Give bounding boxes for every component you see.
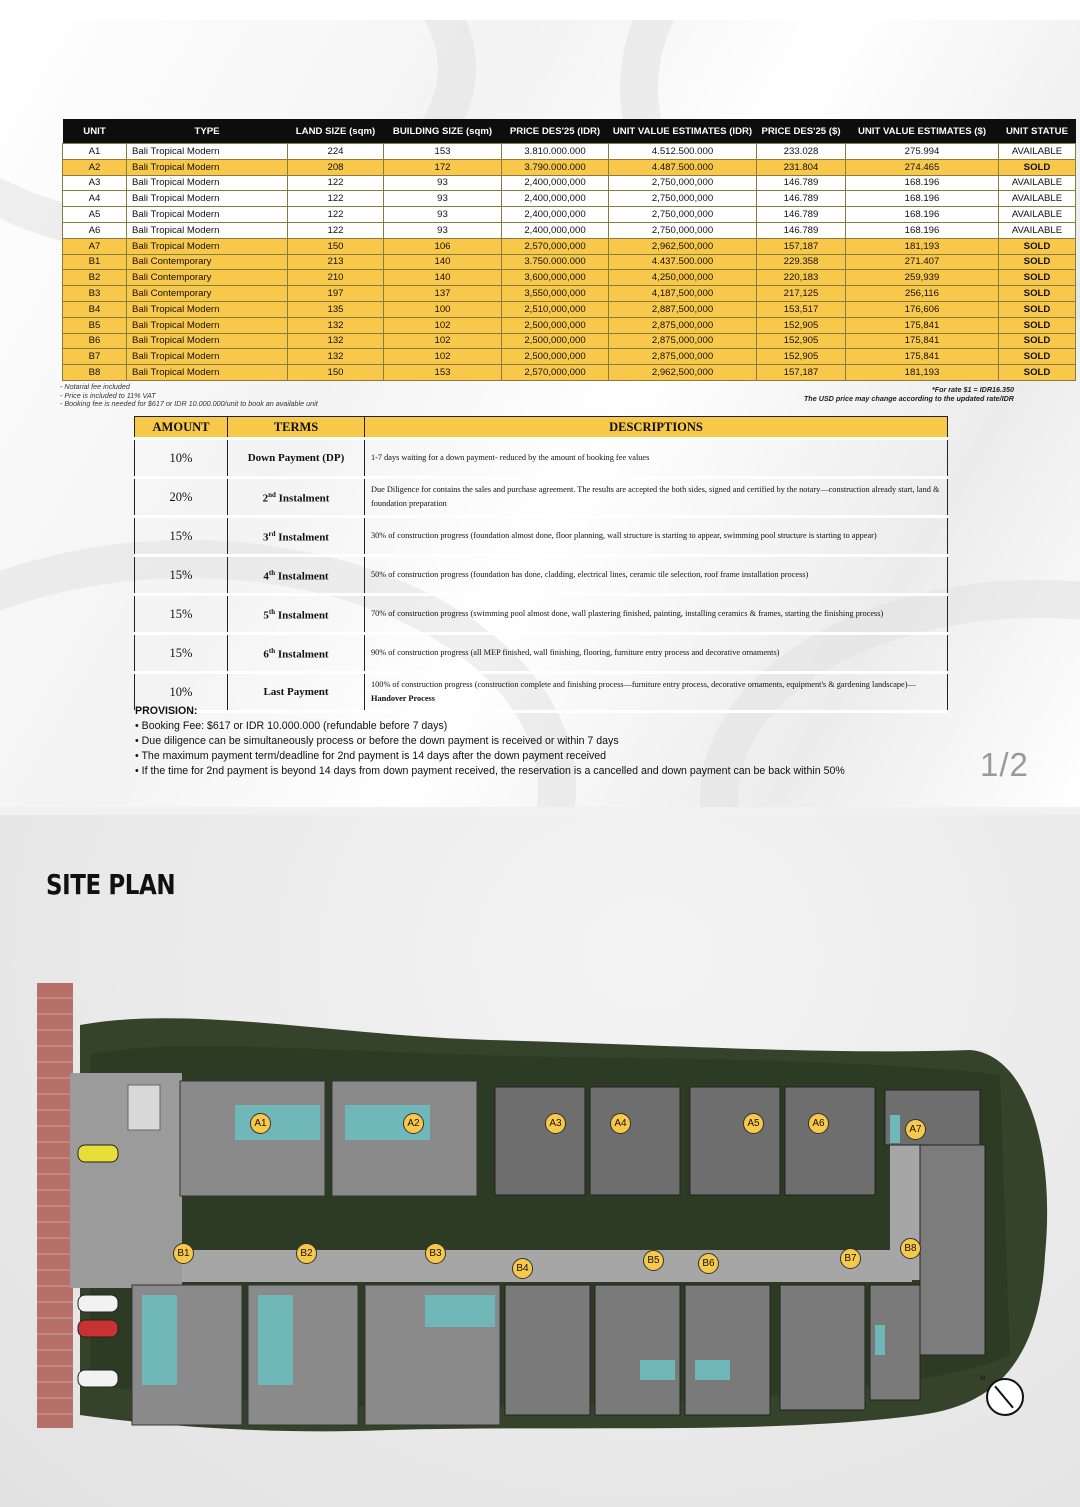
- cell-land: 132: [288, 333, 384, 349]
- site-plan-page: [0, 815, 1080, 1507]
- terms-body: [135, 439, 948, 712]
- term-label-rest: Instalment: [275, 492, 330, 505]
- cell-unit: A6: [63, 222, 127, 238]
- rate-line: *For rate $1 = IDR16.350: [931, 385, 1014, 394]
- terms-row: [135, 439, 948, 478]
- term-name: [228, 478, 365, 517]
- label-b8: B8: [900, 1238, 921, 1259]
- label-a2: A2: [403, 1113, 424, 1134]
- cell-unit: B7: [63, 349, 127, 365]
- term-description: [365, 478, 948, 517]
- label-a3: A3: [545, 1113, 566, 1134]
- access-road: [182, 1250, 912, 1282]
- cell-building: 102: [384, 333, 502, 349]
- cell-price-idr: 2,400,000,000: [502, 222, 609, 238]
- price-row-a6: [63, 222, 1076, 238]
- term-name: [228, 439, 365, 478]
- term-suffix: rd: [268, 530, 276, 539]
- north-arrow-icon: [986, 1378, 1024, 1416]
- price-row-b4: [63, 301, 1076, 317]
- cell-unit: A4: [63, 191, 127, 207]
- term-description: [365, 556, 948, 595]
- cell-building: 106: [384, 238, 502, 254]
- unit-a3: [495, 1087, 585, 1195]
- price-row-b6: [63, 333, 1076, 349]
- cell-price-idr: 3.810.000.000: [502, 144, 609, 160]
- cell-land: 132: [288, 317, 384, 333]
- col-value-usd: UNIT VALUE ESTIMATES ($): [846, 119, 999, 144]
- cell-unit: B8: [63, 365, 127, 381]
- provision-heading: PROVISION:: [135, 705, 198, 717]
- col-building: BUILDING SIZE (sqm): [384, 119, 502, 144]
- cell-price-idr: 2,400,000,000: [502, 191, 609, 207]
- term-amount: 15%: [135, 595, 228, 634]
- price-notes: [60, 383, 318, 409]
- term-amount: 10%: [135, 673, 228, 712]
- site-plan-title: SITE PLAN: [46, 868, 176, 901]
- cell-type: Bali Tropical Modern: [127, 301, 288, 317]
- cell-price-idr: 2,500,000,000: [502, 317, 609, 333]
- cell-type: Bali Tropical Modern: [127, 238, 288, 254]
- terms-header: [135, 417, 948, 439]
- cell-price-usd: 146.789: [757, 207, 846, 223]
- cell-value-idr: 2,875,000,000: [609, 349, 757, 365]
- pool-b2: [258, 1295, 293, 1385]
- cell-status: AVAILABLE: [999, 207, 1076, 223]
- cell-status: SOLD: [999, 301, 1076, 317]
- unit-b7: [780, 1285, 865, 1410]
- cell-unit: B5: [63, 317, 127, 333]
- cell-price-idr: 2,500,000,000: [502, 349, 609, 365]
- cell-price-idr: 3.750.000.000: [502, 254, 609, 270]
- col-unit: UNIT: [63, 119, 127, 144]
- term-description-text: 100% of construction progress (construction complete and finishing process—furniture entry process, decorative ornaments, equipment's & gardening landscape)—: [371, 680, 916, 689]
- note-line: - Booking fee is needed for $617 or IDR 10.000.000/unit to book an available unit: [60, 399, 318, 408]
- cell-status: AVAILABLE: [999, 191, 1076, 207]
- cell-value-idr: 2,962,500,000: [609, 238, 757, 254]
- car-yellow: [78, 1145, 118, 1162]
- label-b1: B1: [173, 1243, 194, 1264]
- site-plan-drawing: [70, 995, 1050, 1435]
- cell-value-usd: 181,193: [846, 238, 999, 254]
- cell-unit: A7: [63, 238, 127, 254]
- pool-a1: [235, 1105, 320, 1140]
- term-description: [365, 595, 948, 634]
- term-amount: 15%: [135, 556, 228, 595]
- pricelist-page: [0, 20, 1080, 807]
- label-b7: B7: [840, 1248, 861, 1269]
- cell-type: Bali Tropical Modern: [127, 191, 288, 207]
- term-label-rest: Instalment: [275, 648, 329, 661]
- cell-type: Bali Tropical Modern: [127, 222, 288, 238]
- term-description-text: 70% of construction progress (swimming pool almost done, wall plastering finished, painting, installing ceramics & frames, starting the finishing process): [371, 609, 884, 618]
- parking-area: [70, 1073, 182, 1288]
- cell-building: 93: [384, 207, 502, 223]
- term-name: [228, 517, 365, 556]
- cell-land: 210: [288, 270, 384, 286]
- cell-price-idr: 2,570,000,000: [502, 365, 609, 381]
- rate-note: [804, 386, 1014, 403]
- term-name: [228, 556, 365, 595]
- term-description-text: 50% of construction progress (foundation has done, cladding, electrical lines, ceramic tile selection, roof frame installation process): [371, 570, 809, 579]
- label-b2: B2: [296, 1243, 317, 1264]
- cell-status: SOLD: [999, 317, 1076, 333]
- unit-a4: [590, 1087, 680, 1195]
- term-label: 6: [263, 648, 269, 661]
- col-status: UNIT STATUE: [999, 119, 1076, 144]
- cell-land: 122: [288, 222, 384, 238]
- cell-land: 150: [288, 238, 384, 254]
- cell-value-idr: 2,750,000,000: [609, 175, 757, 191]
- price-row-b1: [63, 254, 1076, 270]
- entrance-hut: [128, 1085, 160, 1130]
- price-row-b8: [63, 365, 1076, 381]
- car-white: [78, 1370, 118, 1387]
- price-row-b7: [63, 349, 1076, 365]
- cell-value-usd: 168.196: [846, 222, 999, 238]
- cell-building: 102: [384, 317, 502, 333]
- page-gap: [0, 807, 1080, 815]
- col-price-idr: PRICE DES'25 (IDR): [502, 119, 609, 144]
- cell-price-idr: 2,400,000,000: [502, 175, 609, 191]
- provision-item: • Booking Fee: $617 or IDR 10.000.000 (refundable before 7 days): [135, 720, 448, 732]
- pool-a7: [890, 1115, 900, 1143]
- term-label: 4: [263, 570, 269, 583]
- cell-status: AVAILABLE: [999, 175, 1076, 191]
- cell-value-idr: 2,887,500,000: [609, 301, 757, 317]
- cell-building: 172: [384, 159, 502, 175]
- car-white: [78, 1295, 118, 1312]
- price-row-a1: [63, 144, 1076, 160]
- cell-land: 213: [288, 254, 384, 270]
- cell-status: SOLD: [999, 365, 1076, 381]
- col-type: TYPE: [127, 119, 288, 144]
- access-road-end: [890, 1145, 922, 1280]
- cell-unit: A1: [63, 144, 127, 160]
- cell-type: Bali Tropical Modern: [127, 365, 288, 381]
- label-a6: A6: [808, 1113, 829, 1134]
- cell-type: Bali Tropical Modern: [127, 207, 288, 223]
- cell-price-idr: 2,400,000,000: [502, 207, 609, 223]
- term-amount: 10%: [135, 439, 228, 478]
- cell-building: 100: [384, 301, 502, 317]
- pool-b8: [875, 1325, 885, 1355]
- cell-price-idr: 3.790.000.000: [502, 159, 609, 175]
- cell-unit: B4: [63, 301, 127, 317]
- cell-land: 150: [288, 365, 384, 381]
- cell-land: 122: [288, 207, 384, 223]
- price-row-a5: [63, 207, 1076, 223]
- term-label-rest: Instalment: [275, 570, 329, 583]
- price-row-a7: [63, 238, 1076, 254]
- label-a4: A4: [610, 1113, 631, 1134]
- term-name: [228, 634, 365, 673]
- unit-b6: [685, 1285, 770, 1415]
- price-row-b5: [63, 317, 1076, 333]
- cell-building: 153: [384, 365, 502, 381]
- term-label: Last Payment: [263, 686, 329, 698]
- cell-value-usd: 176,606: [846, 301, 999, 317]
- cell-price-usd: 146.789: [757, 175, 846, 191]
- col-value-idr: UNIT VALUE ESTIMATES (IDR): [609, 119, 757, 144]
- cell-unit: A2: [63, 159, 127, 175]
- label-b3: B3: [425, 1243, 446, 1264]
- pool-b5: [640, 1360, 675, 1380]
- cell-value-usd: 181,193: [846, 365, 999, 381]
- payment-terms-table: [134, 416, 948, 713]
- price-row-a2: [63, 159, 1076, 175]
- price-table-header: [63, 119, 1076, 144]
- cell-price-usd: 152,905: [757, 349, 846, 365]
- cell-price-idr: 3,550,000,000: [502, 286, 609, 302]
- cell-status: SOLD: [999, 254, 1076, 270]
- cell-land: 197: [288, 286, 384, 302]
- brick-road: [37, 983, 73, 1428]
- term-description-text: 30% of construction progress (foundation almost done, floor planning, wall structure is starting to appear, swimming pool structure is starting to appear): [371, 531, 877, 540]
- cell-status: SOLD: [999, 270, 1076, 286]
- cell-price-usd: 157,187: [757, 365, 846, 381]
- price-row-b3: [63, 286, 1076, 302]
- cell-value-usd: 168.196: [846, 175, 999, 191]
- cell-value-usd: 168.196: [846, 207, 999, 223]
- provision-item: • If the time for 2nd payment is beyond 14 days from down payment received, the reservation is a cancelled and down payment can be back within 50%: [135, 765, 845, 777]
- term-description-bold: Handover Process: [371, 694, 435, 703]
- unit-a5: [690, 1087, 780, 1195]
- cell-value-usd: 274.465: [846, 159, 999, 175]
- cell-price-usd: 220,183: [757, 270, 846, 286]
- cell-land: 224: [288, 144, 384, 160]
- col-amount: AMOUNT: [135, 417, 228, 439]
- term-name: [228, 595, 365, 634]
- price-table: [62, 119, 1076, 381]
- unit-b4: [505, 1285, 590, 1415]
- cell-price-usd: 152,905: [757, 333, 846, 349]
- cell-unit: B1: [63, 254, 127, 270]
- label-a7: A7: [905, 1119, 926, 1140]
- term-description: [365, 439, 948, 478]
- terms-row: [135, 478, 948, 517]
- cell-price-usd: 153,517: [757, 301, 846, 317]
- term-label-rest: Instalment: [275, 531, 329, 544]
- cell-value-idr: 4.487.500.000: [609, 159, 757, 175]
- cell-building: 140: [384, 254, 502, 270]
- provision-item: • The maximum payment term/deadline for 2nd payment is 14 days after the down payment received: [135, 750, 607, 762]
- cell-value-usd: 175,841: [846, 317, 999, 333]
- label-b6: B6: [698, 1253, 719, 1274]
- cell-value-usd: 275.994: [846, 144, 999, 160]
- cell-price-idr: 2,510,000,000: [502, 301, 609, 317]
- term-description-text: 1-7 days waiting for a down payment- reduced by the amount of booking fee values: [371, 453, 650, 462]
- col-terms: TERMS: [228, 417, 365, 439]
- cell-value-idr: 4,187,500,000: [609, 286, 757, 302]
- cell-value-usd: 175,841: [846, 333, 999, 349]
- cell-unit: B2: [63, 270, 127, 286]
- cell-type: Bali Tropical Modern: [127, 144, 288, 160]
- cell-price-usd: 229.358: [757, 254, 846, 270]
- term-label: 5: [263, 609, 269, 622]
- page-number: 1/2: [980, 746, 1029, 783]
- cell-price-usd: 231.804: [757, 159, 846, 175]
- terms-row: [135, 556, 948, 595]
- cell-status: AVAILABLE: [999, 144, 1076, 160]
- term-amount: 15%: [135, 517, 228, 556]
- cell-status: SOLD: [999, 159, 1076, 175]
- cell-unit: A5: [63, 207, 127, 223]
- cell-price-usd: 233.028: [757, 144, 846, 160]
- cell-type: Bali Tropical Modern: [127, 333, 288, 349]
- col-land: LAND SIZE (sqm): [288, 119, 384, 144]
- cell-building: 93: [384, 222, 502, 238]
- cell-type: Bali Tropical Modern: [127, 349, 288, 365]
- price-row-a3: [63, 175, 1076, 191]
- label-a1: A1: [250, 1113, 271, 1134]
- cell-value-idr: 2,750,000,000: [609, 191, 757, 207]
- term-description: [365, 517, 948, 556]
- cell-status: SOLD: [999, 238, 1076, 254]
- cell-land: 208: [288, 159, 384, 175]
- cell-value-idr: 2,875,000,000: [609, 333, 757, 349]
- cell-building: 93: [384, 191, 502, 207]
- cell-type: Bali Tropical Modern: [127, 317, 288, 333]
- terms-row: [135, 634, 948, 673]
- term-label: 3: [263, 531, 269, 544]
- note-line: - Price is included to 11% VAT: [60, 390, 156, 400]
- cell-unit: B3: [63, 286, 127, 302]
- term-label-rest: Instalment: [275, 609, 329, 622]
- cell-value-usd: 256,116: [846, 286, 999, 302]
- cell-type: Bali Contemporary: [127, 254, 288, 270]
- terms-row: [135, 517, 948, 556]
- term-description: [365, 634, 948, 673]
- pool-b6: [695, 1360, 730, 1380]
- col-price-usd: PRICE DES'25 ($): [757, 119, 846, 144]
- cell-land: 135: [288, 301, 384, 317]
- cell-status: SOLD: [999, 333, 1076, 349]
- cell-value-usd: 271.407: [846, 254, 999, 270]
- cell-value-idr: 4.512.500.000: [609, 144, 757, 160]
- cell-value-idr: 2,962,500,000: [609, 365, 757, 381]
- cell-building: 102: [384, 349, 502, 365]
- label-a5: A5: [743, 1113, 764, 1134]
- price-row-a4: [63, 191, 1076, 207]
- cell-price-usd: 217,125: [757, 286, 846, 302]
- price-table-body: [63, 144, 1076, 381]
- cell-value-idr: 4.437.500.000: [609, 254, 757, 270]
- provision-block: [135, 704, 845, 779]
- cell-land: 132: [288, 349, 384, 365]
- cell-value-idr: 2,750,000,000: [609, 207, 757, 223]
- provision-item: • Due diligence can be simultaneously process or before the down payment is received or within 7 days: [135, 735, 619, 747]
- term-description-text: Due Diligence for contains the sales and purchase agreement. The results are accepted the both sides, signed and certified by the notary—construction already start, land & foundation preparation: [371, 485, 940, 508]
- pool-b1: [142, 1295, 177, 1385]
- term-label: 2: [262, 492, 269, 505]
- term-suffix: nd: [268, 491, 276, 500]
- cell-building: 93: [384, 175, 502, 191]
- cell-price-usd: 146.789: [757, 191, 846, 207]
- cell-price-usd: 157,187: [757, 238, 846, 254]
- cell-unit: B6: [63, 333, 127, 349]
- term-label: Down Payment (DP): [247, 452, 345, 464]
- price-row-b2: [63, 270, 1076, 286]
- pool-b3: [425, 1295, 495, 1327]
- term-suffix: th: [268, 569, 276, 578]
- cell-status: AVAILABLE: [999, 222, 1076, 238]
- cell-building: 153: [384, 144, 502, 160]
- car-red: [78, 1320, 118, 1337]
- north-label: N: [980, 1375, 986, 1382]
- col-descriptions: DESCRIPTIONS: [365, 417, 948, 439]
- terms-row: [135, 595, 948, 634]
- cell-status: SOLD: [999, 349, 1076, 365]
- cell-building: 140: [384, 270, 502, 286]
- cell-price-idr: 2,570,000,000: [502, 238, 609, 254]
- cell-status: SOLD: [999, 286, 1076, 302]
- cell-value-idr: 2,875,000,000: [609, 317, 757, 333]
- cell-value-usd: 168.196: [846, 191, 999, 207]
- cell-price-idr: 3,600,000,000: [502, 270, 609, 286]
- label-b5: B5: [643, 1250, 664, 1271]
- cell-land: 122: [288, 175, 384, 191]
- cell-value-idr: 2,750,000,000: [609, 222, 757, 238]
- term-amount: 15%: [135, 634, 228, 673]
- cell-type: Bali Tropical Modern: [127, 175, 288, 191]
- cell-type: Bali Contemporary: [127, 270, 288, 286]
- cell-price-idr: 2,500,000,000: [502, 333, 609, 349]
- term-suffix: th: [268, 608, 276, 617]
- cell-value-usd: 175,841: [846, 349, 999, 365]
- cell-unit: A3: [63, 175, 127, 191]
- unit-b5: [595, 1285, 680, 1415]
- note-line: - Notarial fee included: [60, 382, 130, 391]
- cell-value-idr: 4,250,000,000: [609, 270, 757, 286]
- cell-price-usd: 152,905: [757, 317, 846, 333]
- cell-building: 137: [384, 286, 502, 302]
- cell-value-usd: 259,939: [846, 270, 999, 286]
- rate-line: The USD price may change according to the updated rate/IDR: [803, 393, 1014, 403]
- term-description-text: 90% of construction progress (all MEP finished, wall finishing, flooring, furniture entry process and decorative ornaments): [371, 648, 780, 657]
- unit-east: [920, 1145, 985, 1355]
- label-b4: B4: [512, 1258, 533, 1279]
- cell-type: Bali Tropical Modern: [127, 159, 288, 175]
- cell-land: 122: [288, 191, 384, 207]
- unit-a6: [785, 1087, 875, 1195]
- cell-type: Bali Contemporary: [127, 286, 288, 302]
- term-amount: 20%: [135, 478, 228, 517]
- term-suffix: th: [268, 647, 276, 656]
- cell-price-usd: 146.789: [757, 222, 846, 238]
